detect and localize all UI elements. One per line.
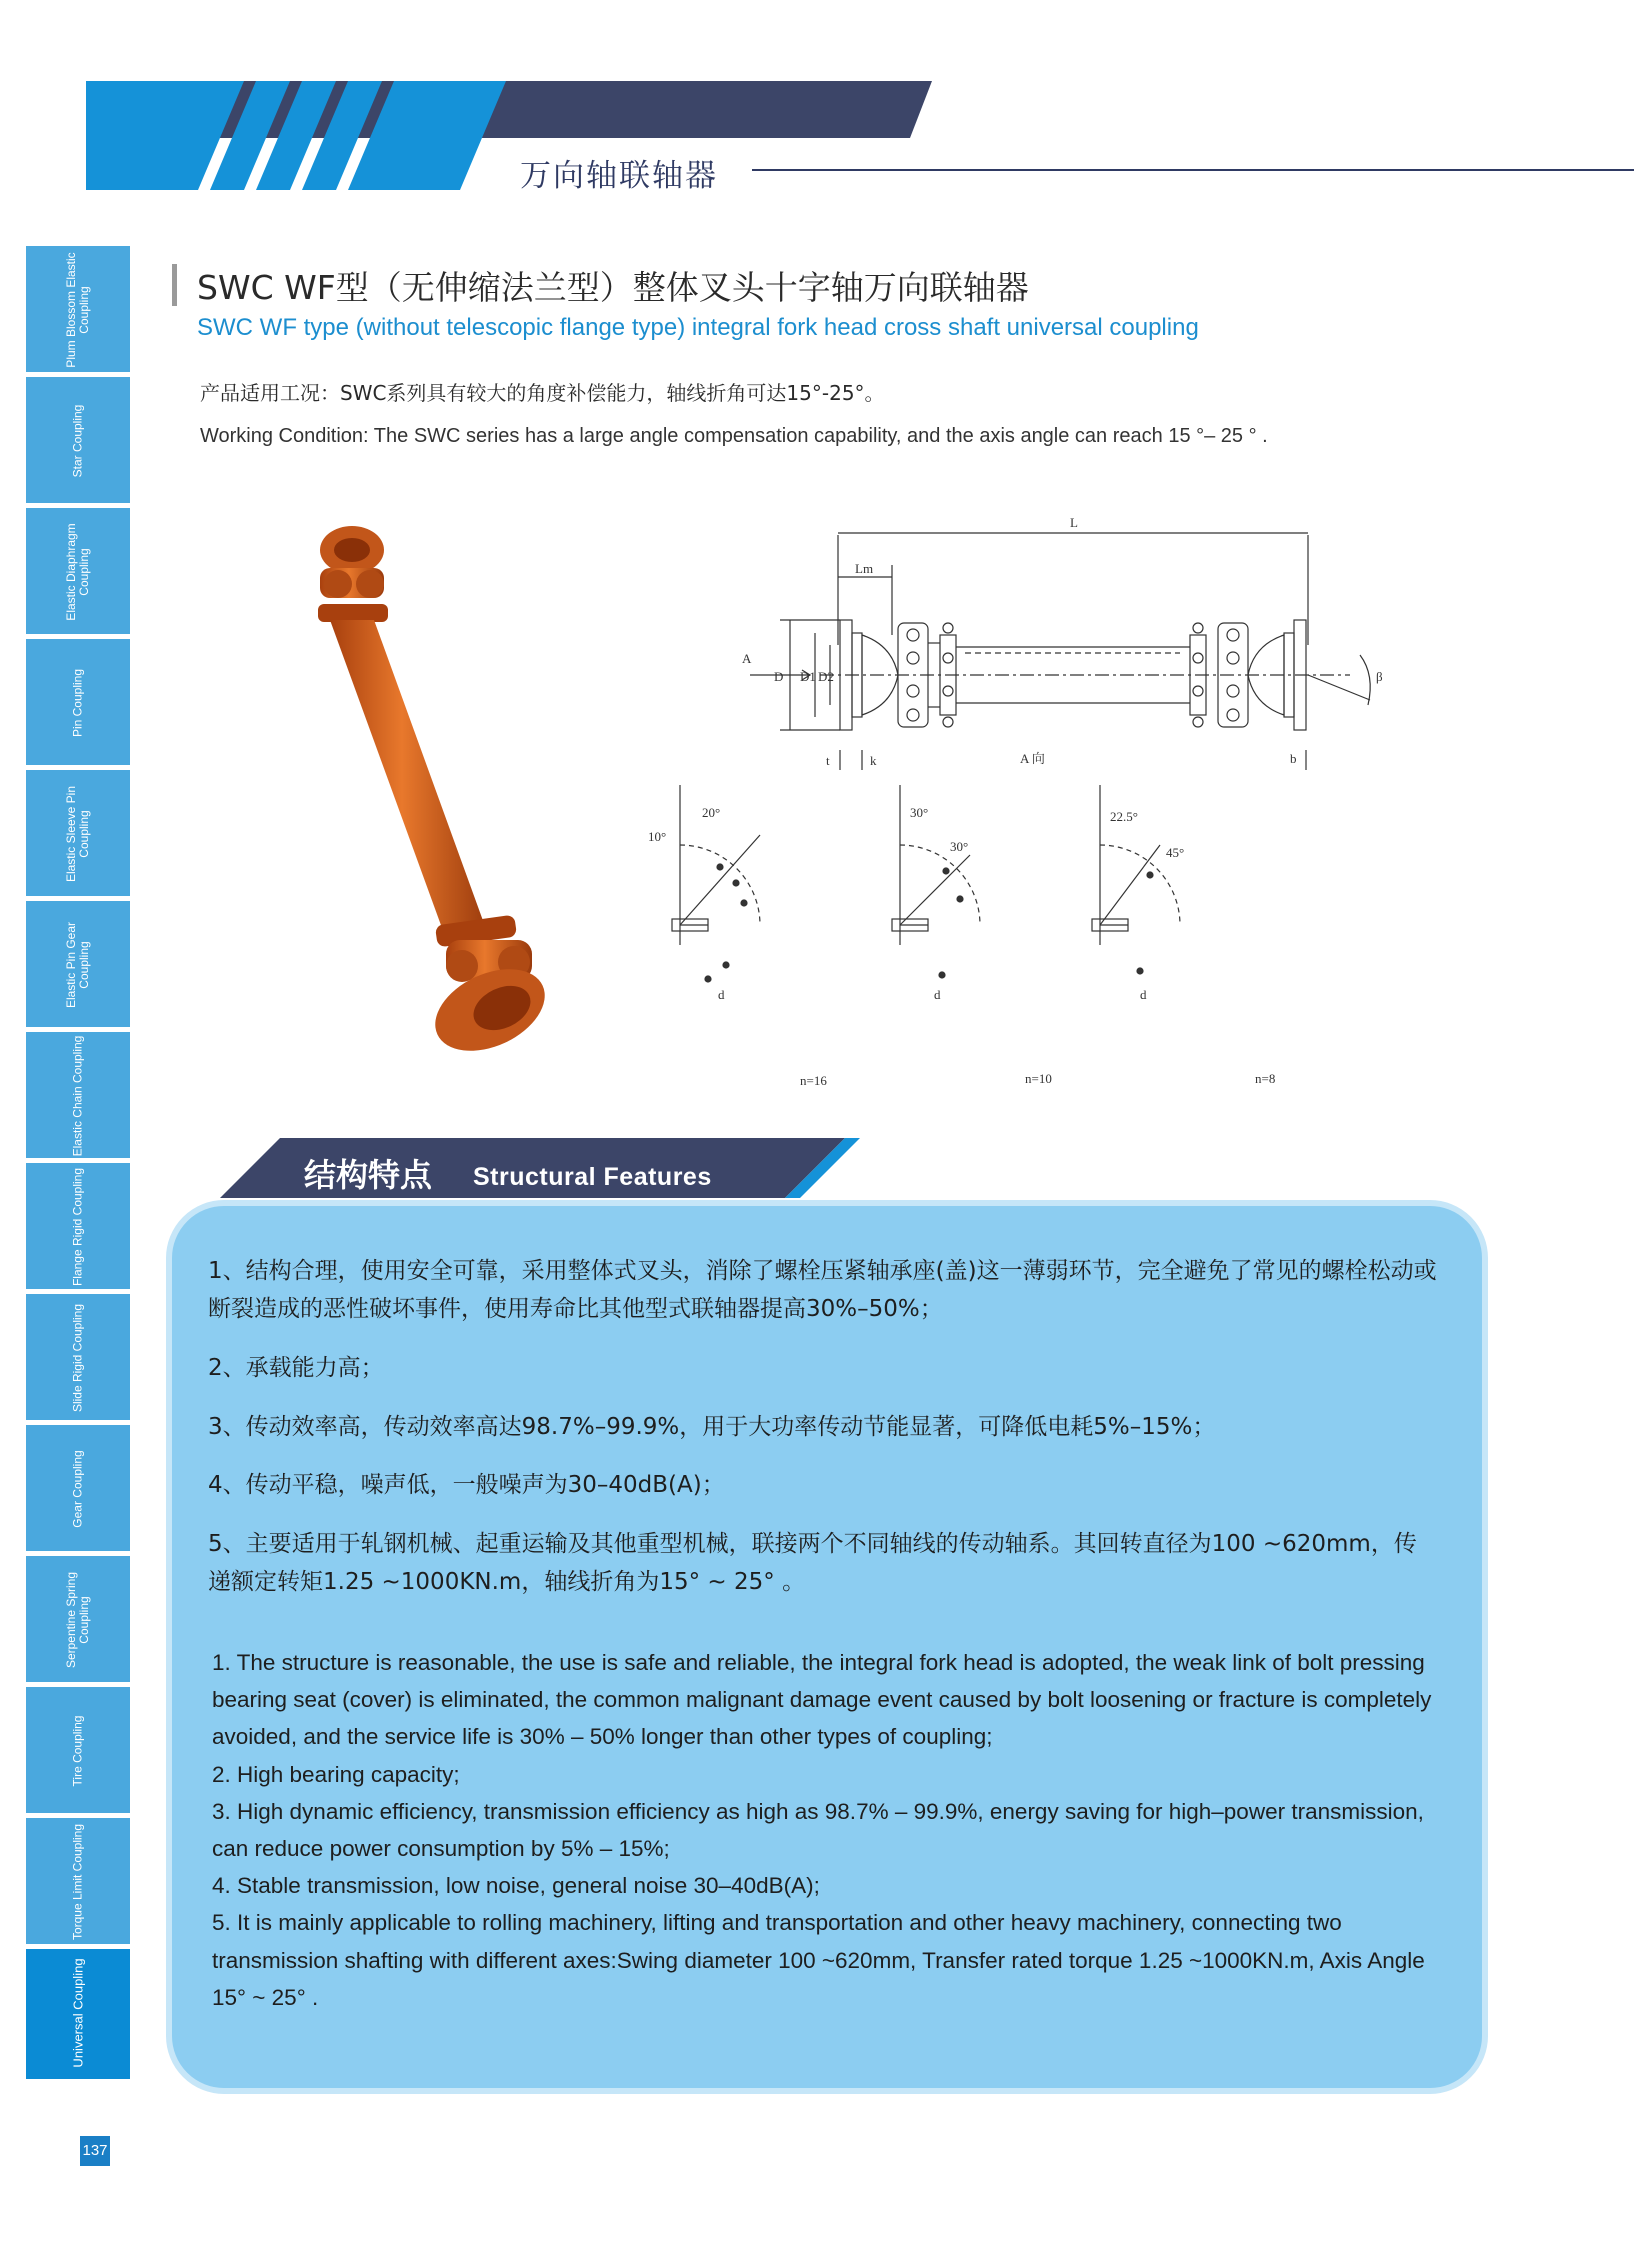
title-accent-bar (172, 264, 177, 306)
feature-zh-5: 5、主要适用于轧钢机械、起重运输及其他重型机械，联接两个不同轴线的传动轴系。其回转直径为100 ~620mm，传递额定转矩1.25 ~1000KN.m，轴线折角为15° ~ 25° 。 (208, 1531, 1417, 1595)
label-n10: n=10 (1025, 1071, 1052, 1086)
tab-tire[interactable] (26, 1687, 130, 1816)
feature-en-5: 5. It is mainly applicable to rolling machinery, lifting and transportation and other heavy machinery, connecting two transmission shafting with different axes:Swing diameter 100 ~620mm, Transfer rated torque 1.25 ~1000KN.m, Axis Angle 15° ~ 25° . (212, 1910, 1425, 2010)
label-A: A (742, 651, 752, 666)
label-angle-30b: 30° (950, 839, 969, 854)
label-view: A 向 (1020, 751, 1045, 766)
technical-drawing (630, 505, 1420, 1100)
tab-label: Slide Rigid Coupling (70, 1303, 85, 1413)
tab-universal-active[interactable] (26, 1949, 130, 2079)
tab-pin[interactable] (26, 639, 130, 768)
label-Lm: Lm (855, 561, 874, 576)
feature-zh-4: 4、传动平稳，噪声低，一般噪声为30–40dB(A)； (208, 1472, 725, 1498)
label-n8: n=8 (1255, 1071, 1276, 1086)
section-heading-zh: 结构特点 (304, 1156, 433, 1194)
tab-plum-blossom[interactable] (26, 246, 130, 375)
tab-label: Pin Coupling (70, 668, 85, 738)
product-title-zh: SWC WF型（无伸缩法兰型）整体叉头十字轴万向联轴器 (197, 268, 1029, 307)
label-D2: D2 (818, 669, 834, 684)
tab-label: Tire Coupling (70, 1715, 85, 1787)
page-number: 137 (80, 2136, 110, 2166)
tab-serpentine-spring[interactable] (26, 1556, 130, 1685)
feature-en-4: 4. Stable transmission, low noise, general noise 30–40dB(A); (212, 1873, 820, 1899)
label-angle-45: 45° (1166, 845, 1185, 860)
label-D1: D1 (800, 669, 816, 684)
tab-label: Elastic Diaphragm Coupling (64, 523, 91, 621)
features-en-list (212, 1644, 1452, 2016)
label-L: L (1070, 515, 1078, 530)
label-d-3: d (1140, 987, 1147, 1002)
tab-elastic-chain[interactable] (26, 1032, 130, 1161)
tab-label: Elastic Sleeve Pin Coupling (64, 785, 91, 883)
label-angle-20: 20° (702, 805, 721, 820)
feature-en-1: 1. The structure is reasonable, the use is safe and reliable, the integral fork head is adopted, the weak link of bolt pressing bearing seat (cover) is eliminated, the common malignant damage event caused by bolt loosening or fracture is completely avoided, and the service life is 30% – 50% longer than other types of coupling; (212, 1650, 1432, 1750)
label-n16: n=16 (800, 1073, 827, 1088)
tab-elastic-diaphragm[interactable] (26, 508, 130, 637)
header-rule (752, 169, 1634, 171)
tab-label: Torque Limit Coupling (70, 1823, 85, 1941)
product-photo (290, 520, 590, 1080)
feature-zh-1: 1、结构合理，使用安全可靠，采用整体式叉头，消除了螺栓压紧轴承座(盖)这一薄弱环节，完全避免了常见的螺栓松动或断裂造成的恶性破坏事件，使用寿命比其他型式联轴器提高30%–50%； (208, 1258, 1437, 1322)
label-t: t (826, 753, 830, 768)
tab-label: Flange Rigid Coupling (70, 1167, 85, 1287)
tab-elastic-sleeve-pin[interactable] (26, 770, 130, 899)
label-d-1: d (718, 987, 725, 1002)
label-d-2: d (934, 987, 941, 1002)
feature-en-2: 2. High bearing capacity; (212, 1761, 460, 1787)
label-beta: β (1376, 669, 1383, 684)
tab-label: Elastic Chain Coupling (70, 1035, 85, 1157)
label-D: D (774, 669, 784, 684)
tab-slide-rigid[interactable] (26, 1294, 130, 1423)
product-title-en: SWC WF type (without telescopic flange type) integral fork head cross shaft universal coupling (197, 314, 1199, 341)
label-angle-30a: 30° (910, 805, 929, 820)
tab-gear[interactable] (26, 1425, 130, 1554)
label-b: b (1290, 751, 1297, 766)
feature-zh-3: 3、传动效率高，传动效率高达98.7%–99.9%，用于大功率传动节能显著，可降低电耗5%–15%； (208, 1414, 1216, 1440)
feature-en-3: 3. High dynamic efficiency, transmission efficiency as high as 98.7% – 99.9%, energy saving for high–power transmission, can reduce power consumption by 5% – 15%; (212, 1798, 1424, 1862)
tab-label: Universal Coupling (70, 1958, 86, 2068)
tab-flange-rigid[interactable] (26, 1163, 130, 1292)
label-k: k (870, 753, 877, 768)
tab-label: Gear Coupling (70, 1450, 85, 1528)
tab-label: Star Coupling (70, 404, 85, 478)
tab-star[interactable] (26, 377, 130, 506)
feature-zh-2: 2、承载能力高； (208, 1355, 384, 1381)
tab-label: Plum Blossom Elastic Coupling (64, 252, 91, 368)
tab-torque-limit[interactable] (26, 1818, 130, 1947)
category-title: 万向轴联轴器 (520, 158, 718, 194)
label-angle-22: 22.5° (1110, 809, 1138, 824)
tab-label: Serpentine Spring Coupling (64, 1571, 91, 1669)
working-condition-en: Working Condition: The SWC series has a large angle compensation capability, and the axis angle can reach 15 °– 25 ° . (200, 425, 1268, 447)
label-angle-10: 10° (648, 829, 667, 844)
working-condition-zh: 产品适用工况：SWC系列具有较大的角度补偿能力，轴线折角可达15°-25°。 (200, 381, 885, 405)
tab-label: Elastic Pin Gear Coupling (64, 921, 91, 1009)
section-heading-en: Structural Features (473, 1163, 712, 1191)
tab-elastic-pin-gear[interactable] (26, 901, 130, 1030)
